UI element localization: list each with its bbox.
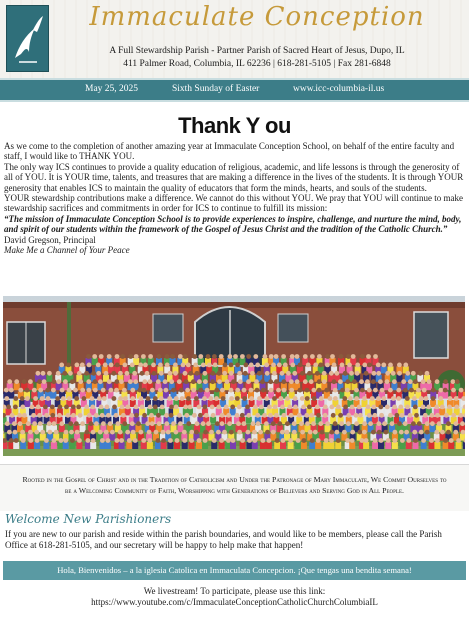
- livestream-text: We livestream! To participate, please use this link:: [143, 586, 326, 596]
- signature: David Gregson, Principal: [4, 234, 96, 245]
- header-address: 411 Palmer Road, Columbia, IL 62236 | 618-281-5105 | Fax 281-6848: [123, 59, 391, 69]
- parish-name: Immaculate Conception: [89, 2, 425, 32]
- info-bar: [0, 78, 469, 102]
- livestream-info: [0, 586, 469, 608]
- masthead: [0, 0, 469, 80]
- liturgical-day: Sixth Sunday of Easter: [172, 84, 260, 94]
- livestream-link[interactable]: https://www.youtube.com/c/ImmaculateConceptionCatholicChurchColumbiaIL: [91, 597, 378, 607]
- spanish-welcome-bar: Hola, Bienvenidos – a la iglesia Catolica en Immaculata Concepcion. ¡Que tengas una bendita semana!: [3, 561, 466, 580]
- letter-paragraph: The only way ICS continues to provide a quality education of religious, academic, and life lessons is through the generosity of all of YOU. It is YOUR time, talents, and treasures that are making a difference in the lives of the students. It is through YOUR generosity that enables ICS to maintain the quality of educators that form the minds, hearts, and souls of the students.: [4, 161, 464, 193]
- thank-you-letter: [4, 141, 466, 255]
- bulletin-date: May 25, 2025: [85, 84, 139, 94]
- letter-paragraph: As we come to the completion of another amazing year at Immaculate Conception School, on behalf of the entire faculty and staff, I would like to THANK YOU.: [4, 141, 455, 162]
- website-link[interactable]: www.icc-columbia-il.us: [293, 84, 385, 94]
- closing-line: Make Me a Channel of Your Peace: [4, 245, 130, 256]
- dove-icon: [6, 5, 49, 72]
- letter-paragraph: YOUR stewardship contributions make a difference. We cannot do this without YOU. We pray that YOU will continue to make stewardship sacrifices and commitments in order for ICS to continue to fulfill its mission:: [4, 193, 464, 214]
- welcome-text: If you are new to our parish and reside within the parish boundaries, and would like to be members, please call the Parish Office at 618-281-5105, and our secretary will be happy to help make that happen!: [5, 529, 442, 550]
- thank-you-title: Thank Y ou: [178, 113, 291, 138]
- welcome-heading: Welcome New Parishioners: [5, 512, 172, 526]
- parish-mission-text: Rooted in the Gospel of Christ and in the Tradition of Catholicism and Under the Patronage of Mary Immaculate, We Commit Ourselves to be a Welcoming Community of Faith, Worshipping with Generations of Believers and Serving God in All People.: [22, 475, 447, 495]
- school-group-photo: [3, 296, 465, 456]
- header-subtitle: A Full Stewardship Parish - Partner Parish of Sacred Heart of Jesus, Dupo, IL: [109, 46, 405, 56]
- parish-mission-banner: [0, 464, 469, 511]
- mission-statement: “The mission of Immaculate Conception School is to provide experiences to inspire, challenge, and nurture the mind, body, and spirit of our students within the framework of the Gospel of Jesus Christ and the tradition of the Catholic Church.”: [4, 213, 462, 235]
